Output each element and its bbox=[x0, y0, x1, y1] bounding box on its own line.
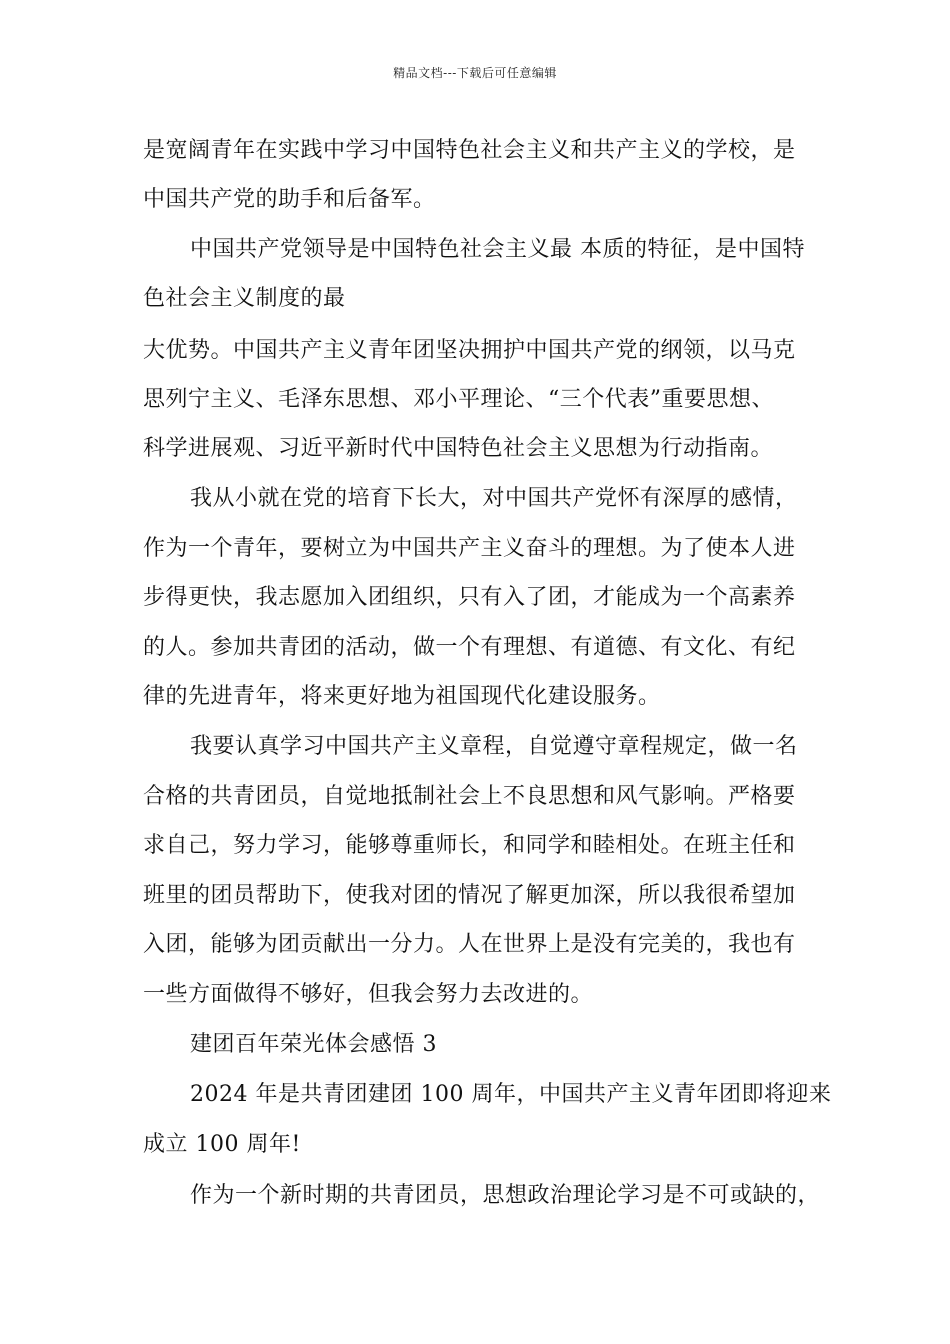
text-line: 2024 年是共青团建团 100 周年，中国共产主义青年团即将迎来 bbox=[190, 1082, 832, 1107]
text-line: 作为一个青年，要树立为中国共产主义奋斗的理想。为了使本人进 bbox=[143, 536, 796, 561]
page-header: 精品文档---下载后可任意编辑 bbox=[393, 66, 557, 80]
text-line: 步得更快，我志愿加入团组织，只有入了团，才能成为一个高素养 bbox=[143, 585, 796, 610]
text-line: 科学进展观、习近平新时代中国特色社会主义思想为行动指南。 bbox=[143, 436, 774, 461]
text-line: 求自己，努力学习，能够尊重师长，和同学和睦相处。在班主任和 bbox=[143, 833, 796, 858]
text-line: 的人。参加共青团的活动，做一个有理想、有道德、有文化、有纪 bbox=[143, 635, 796, 660]
text-line: 班里的团员帮助下，使我对团的情况了解更加深，所以我很希望加 bbox=[143, 883, 796, 908]
text-line: 成立 100 周年! bbox=[143, 1132, 301, 1157]
text-line: 作为一个新时期的共青团员，思想政治理论学习是不可或缺的， bbox=[190, 1183, 821, 1208]
section-heading: 建团百年荣光体会感悟 3 bbox=[190, 1032, 437, 1057]
text-line: 大优势。中国共产主义青年团坚决拥护中国共产党的纲领，以马克 bbox=[143, 338, 796, 363]
text-line: 合格的共青团员，自觉地抵制社会上不良思想和风气影响。严格要 bbox=[143, 784, 796, 809]
text-line: 思列宁主义、毛泽东思想、邓小平理论、“三个代表”重要思想、 bbox=[143, 387, 774, 412]
text-line: 律的先进青年，将来更好地为祖国现代化建设服务。 bbox=[143, 684, 661, 709]
text-line: 是宽阔青年在实践中学习中国特色社会主义和共产主义的学校，是 bbox=[143, 138, 796, 163]
text-line: 一些方面做得不够好，但我会努力去改进的。 bbox=[143, 982, 594, 1007]
text-line: 我从小就在党的培育下长大，对中国共产党怀有深厚的感情， bbox=[190, 486, 798, 511]
text-line: 入团，能够为团贡献出一分力。人在世界上是没有完美的，我也有 bbox=[143, 932, 796, 957]
text-line: 中国共产党领导是中国特色社会主义最 本质的特征，是中国特 bbox=[190, 237, 805, 262]
text-line: 色社会主义制度的最 bbox=[143, 286, 346, 311]
text-line: 我要认真学习中国共产主义章程，自觉遵守章程规定，做一名 bbox=[190, 734, 798, 759]
text-line: 中国共产党的助手和后备军。 bbox=[143, 187, 436, 212]
